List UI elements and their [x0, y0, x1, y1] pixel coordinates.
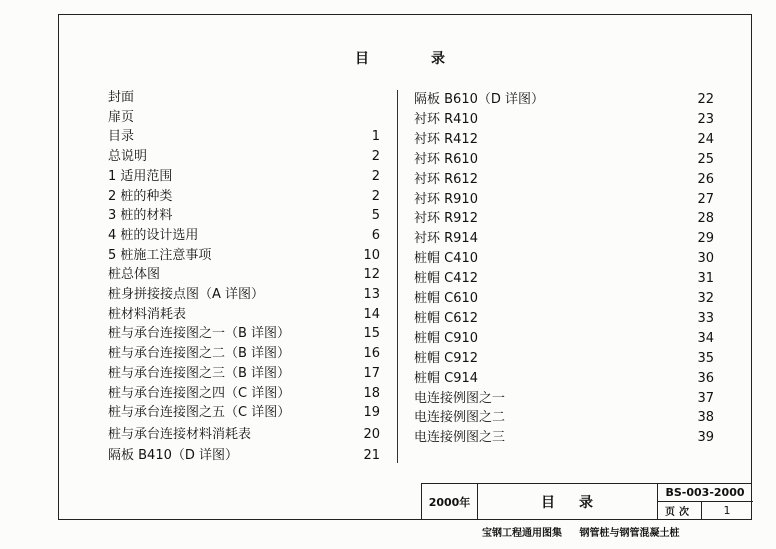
toc-entry-title: 2 桩的种类 — [108, 188, 173, 204]
toc-entry-title: 1 适用范围 — [108, 168, 173, 184]
toc-entry-page: 19 — [363, 405, 380, 421]
toc-entry-page: 34 — [697, 330, 714, 346]
toc-entry-title: 5 桩施工注意事项 — [108, 247, 212, 263]
toc-entry-page: 22 — [697, 92, 714, 107]
toc-entry-title: 4 桩的设计选用 — [108, 227, 199, 243]
toc-entry-title: 桩与承台连接图之五（C 详图） — [108, 405, 291, 421]
toc-entry-title: 桩与承台连接材料消耗表 — [108, 426, 252, 442]
column-divider — [397, 90, 398, 463]
title-block-page-number: 1 — [723, 503, 731, 517]
toc-entry-page: 12 — [363, 267, 380, 283]
toc-entry-title: 桩材料消耗表 — [108, 306, 187, 322]
toc-entry-title: 隔板 B610（D 详图） — [414, 92, 545, 107]
toc-entry-title: 桩与承台连接图之四（C 详图） — [108, 385, 291, 401]
toc-entry-title: 3 桩的材料 — [108, 208, 173, 224]
toc-entry-title: 电连接例图之三 — [414, 430, 506, 446]
toc-entry-page: 25 — [697, 151, 714, 167]
toc-entry-title: 桩与承台连接图之三（B 详图） — [108, 365, 291, 381]
toc-entry-title: 桩帽 C412 — [414, 271, 479, 287]
footer-series: 钢管桩与钢管混凝土桩 — [579, 528, 680, 539]
toc-entry-page: 6 — [371, 227, 380, 243]
toc-entry-title: 桩帽 C914 — [414, 370, 479, 386]
toc-entry-title: 衬环 R912 — [414, 211, 478, 227]
toc-entry-page: 35 — [697, 350, 714, 366]
toc-entry-page: 24 — [697, 131, 714, 147]
toc-entry-page: 38 — [697, 410, 714, 426]
title-block — [421, 483, 752, 520]
toc-entry-title: 衬环 R914 — [414, 231, 478, 247]
title-block-drawing-name: 目录 — [477, 484, 658, 519]
toc-entry-page: 5 — [371, 208, 380, 224]
page-title-char-2: 录 — [431, 51, 445, 67]
toc-entry-title: 封面 — [108, 90, 135, 105]
toc-entry-page: 13 — [363, 287, 380, 302]
toc-entry-page: 36 — [697, 370, 714, 386]
toc-entry-page: 32 — [697, 291, 714, 306]
toc-entry-page: 10 — [363, 247, 380, 263]
toc-entry-page: 29 — [697, 231, 714, 247]
page-title-char-1: 目 — [355, 51, 369, 67]
toc-entry-page: 15 — [363, 326, 380, 342]
toc-entry-page: 26 — [697, 171, 714, 187]
toc-entry-title: 桩帽 C610 — [414, 291, 479, 306]
toc-entry-title: 桩与承台连接图之一（B 详图） — [108, 326, 291, 342]
toc-entry-page: 18 — [363, 385, 380, 401]
page-title — [355, 48, 455, 68]
title-block-page-label: 页次 — [657, 501, 702, 519]
toc-entry-page: 23 — [697, 111, 714, 127]
toc-entry-page: 14 — [363, 306, 380, 322]
toc-entry-page: 16 — [363, 346, 380, 362]
toc-entry-title: 桩总体图 — [108, 267, 161, 283]
toc-entry-page: 33 — [697, 310, 714, 326]
toc-entry-page: 27 — [697, 191, 714, 207]
toc-entry-title: 桩帽 C912 — [414, 350, 479, 366]
toc-entry-page: 28 — [697, 211, 714, 227]
drawing-frame — [58, 14, 752, 520]
toc-entry-page: 30 — [697, 251, 714, 267]
toc-entry-page: 2 — [371, 168, 380, 184]
toc-entry-title: 桩身拼接接点图（A 详图） — [108, 287, 265, 302]
toc-entry-page: 21 — [363, 447, 380, 463]
toc-entry-page: 39 — [697, 430, 714, 446]
toc-entry-page: 37 — [697, 390, 714, 406]
toc-entry-title: 衬环 R410 — [414, 111, 478, 127]
toc-entry-page: 20 — [363, 426, 380, 442]
toc-entry-page: 2 — [371, 149, 380, 165]
footer-atlas: 宝钢工程通用图集 — [482, 528, 562, 539]
toc-entry-title: 隔板 B410（D 详图） — [108, 447, 239, 463]
toc-entry-title: 电连接例图之一 — [414, 390, 506, 406]
title-block-code: BS-003-2000 — [657, 484, 753, 502]
toc-entry-title: 衬环 R910 — [414, 191, 478, 207]
toc-entry-title: 桩与承台连接图之二（B 详图） — [108, 346, 291, 362]
toc-entry-title: 桩帽 C612 — [414, 310, 479, 326]
toc-entry-title: 扉页 — [108, 109, 135, 125]
toc-entry-page: 17 — [363, 365, 380, 381]
toc-entry-title: 衬环 R610 — [414, 151, 478, 167]
toc-entry-title: 总说明 — [108, 149, 148, 165]
footer-caption — [482, 524, 693, 539]
toc-entry-title: 衬环 R612 — [414, 171, 478, 187]
toc-entry-page: 31 — [697, 271, 714, 287]
toc-entry-title: 目录 — [108, 129, 135, 145]
toc-entry-title: 桩帽 C410 — [414, 251, 479, 267]
toc-entry-title: 衬环 R412 — [414, 131, 478, 147]
title-block-year: 2000年 — [422, 484, 478, 519]
toc-entry-page: 2 — [371, 188, 380, 204]
toc-entry-title: 电连接例图之二 — [414, 410, 506, 426]
toc-entry-page: 1 — [371, 129, 380, 145]
toc-entry-title: 桩帽 C910 — [414, 330, 479, 346]
